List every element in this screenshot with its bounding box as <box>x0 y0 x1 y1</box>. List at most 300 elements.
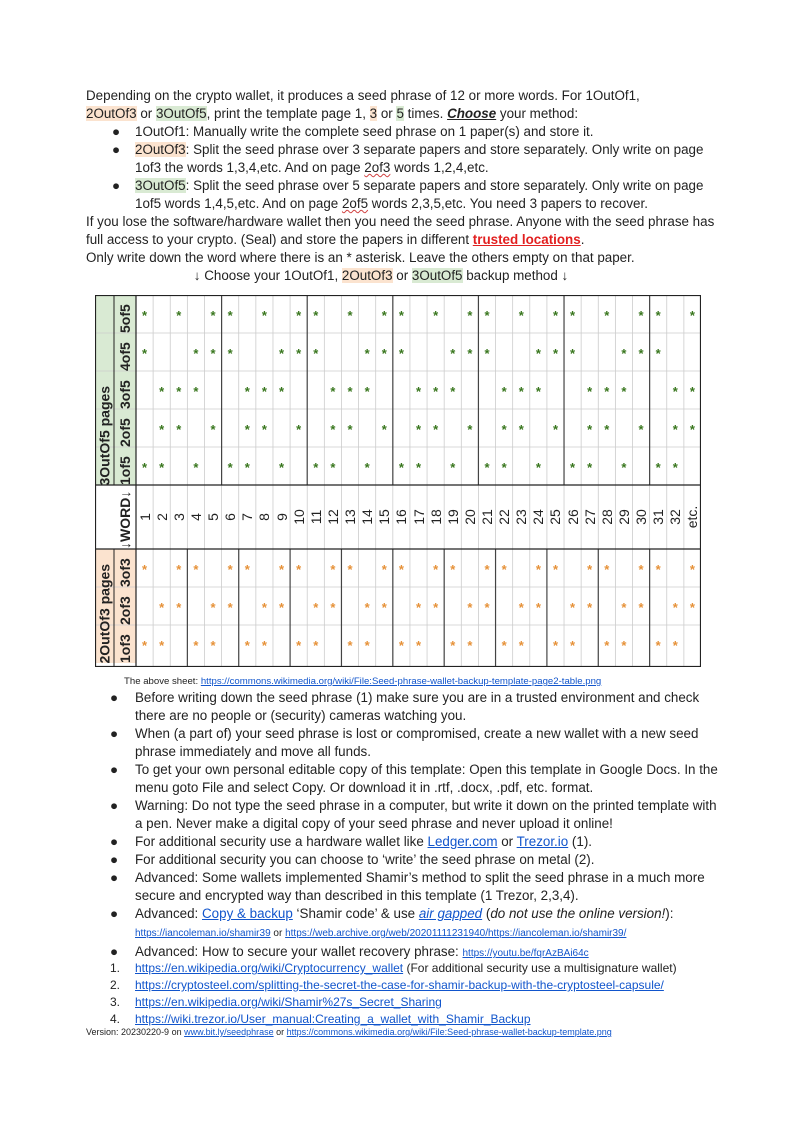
method-text: 2of5 <box>341 196 369 211</box>
star-2of3: * <box>227 600 233 615</box>
intro-text: or <box>136 106 156 121</box>
intro-text: or <box>377 106 397 121</box>
method-text: words 1,2,4,etc. <box>390 160 489 175</box>
word-number: 15 <box>376 509 393 525</box>
star-2of3: * <box>398 562 404 577</box>
note-text: For additional security you can choose to ‘write’ the seed phrase on metal (2). <box>135 852 595 867</box>
star-2of3: * <box>570 638 576 653</box>
note-text: Advanced: <box>135 906 202 921</box>
ref-number: 1. <box>110 961 121 975</box>
ref-number: 4. <box>110 1012 121 1026</box>
star-3of5: * <box>398 346 404 361</box>
group-label-2of3: 2OutOf3 pages <box>96 563 112 663</box>
ref-link[interactable]: https://en.wikipedia.org/wiki/Cryptocurrency_wallet <box>135 961 404 975</box>
highlight-3: 3 <box>369 106 378 121</box>
star-3of5: * <box>689 384 695 399</box>
method-text: 1OutOf1: Manually write the complete seed phrase on 1 paper(s) and store it. <box>135 124 594 139</box>
star-3of5: * <box>535 460 541 475</box>
star-2of3: * <box>655 562 661 577</box>
star-2of3: * <box>621 638 627 653</box>
note-text: When (a part of) your seed phrase is lost or compromised, create a new wallet with a new seed phrase immediately and move all funds. <box>135 726 699 759</box>
ref-link[interactable]: https://en.wikipedia.org/wiki/Shamir%27s_Secret_Sharing <box>135 995 442 1009</box>
star-3of5: * <box>364 384 370 399</box>
word-number: 11 <box>307 509 324 525</box>
star-3of5: * <box>467 308 473 323</box>
star-3of5: * <box>278 346 285 361</box>
seed-word-table <box>95 295 701 667</box>
star-2of3: * <box>296 562 302 577</box>
method-text: : Split the seed phrase over 5 separate papers and store separately. Only write on page 1of5 words 1,4,5,etc. And on page <box>135 178 704 211</box>
star-3of5: * <box>313 346 319 361</box>
star-2of3: * <box>433 562 439 577</box>
star-3of5: * <box>296 346 302 361</box>
star-3of5: * <box>570 346 576 361</box>
ref-link[interactable]: https://cryptosteel.com/splitting-the-secret-the-case-for-shamir-backup-with-the-cryptosteel-capsule/ <box>135 978 664 992</box>
star-2of3: * <box>193 562 199 577</box>
method-text: : Split the seed phrase over 3 separate papers and store separately. Only write on page 1of3 the words 1,3,4,etc. And on page <box>135 142 704 175</box>
word-number: 14 <box>359 509 376 525</box>
star-3of5: * <box>398 308 404 323</box>
ledger-link[interactable]: Ledger.com <box>427 834 498 849</box>
bullet-dot: ● <box>110 944 119 959</box>
word-number: 3 <box>170 513 187 521</box>
intro-text: , print the template page 1, <box>206 106 370 121</box>
note-text: do not use the online version! <box>490 906 666 921</box>
word-number: 13 <box>342 509 358 525</box>
star-3of5: * <box>364 346 370 361</box>
star-3of5: * <box>638 308 644 323</box>
row-label-2of5: 2of5 <box>117 418 133 447</box>
ref-2 <box>108 977 728 994</box>
word-number: 16 <box>393 509 410 525</box>
star-2of3: * <box>330 600 336 615</box>
star-3of5: * <box>450 346 456 361</box>
star-2of3: * <box>587 562 593 577</box>
star-3of5: * <box>638 422 644 437</box>
word-number: 7 <box>239 513 256 521</box>
caption-link[interactable]: https://commons.wikimedia.org/wiki/File:Seed-phrase-wallet-backup-template-page2-table.png <box>200 676 602 687</box>
note-text: or <box>497 834 517 849</box>
star-3of5: * <box>604 422 610 437</box>
star-2of3: * <box>552 638 558 653</box>
star-3of5: * <box>655 346 661 361</box>
star-2of3: * <box>672 600 678 615</box>
bullet-dot: ● <box>110 762 119 777</box>
youtube-link[interactable]: https://youtu.be/fqrAzBAi64c <box>462 948 589 959</box>
star-3of5: * <box>587 384 593 399</box>
star-2of3: * <box>450 638 456 653</box>
star-2of3: * <box>638 600 644 615</box>
star-3of5: * <box>587 422 593 437</box>
star-2of3: * <box>433 600 439 615</box>
star-3of5: * <box>381 308 387 323</box>
star-3of5: * <box>244 422 250 437</box>
star-3of5: * <box>689 308 695 323</box>
note-trusted-env <box>108 689 718 725</box>
star-3of5: * <box>142 460 148 475</box>
word-number: 10 <box>290 509 307 525</box>
word-number: 9 <box>273 513 290 521</box>
references-section <box>108 960 728 1028</box>
archive-link[interactable]: https://web.archive.org/web/20201111231940/https://iancoleman.io/shamir39/ <box>285 928 627 939</box>
word-number: 2 <box>153 513 170 521</box>
ref-4 <box>108 1011 728 1028</box>
star-2of3: * <box>604 562 610 577</box>
note-hardware-wallet <box>108 833 718 851</box>
row-label-1of5: 1of5 <box>117 456 133 485</box>
star-2of3: * <box>689 562 695 577</box>
note-text: (1). <box>568 834 593 849</box>
star-2of3: * <box>142 638 148 653</box>
word-header: ↓WORD↓ <box>116 490 133 549</box>
word-number: 29 <box>615 509 632 525</box>
star-3of5: * <box>518 308 524 323</box>
word-number: 25 <box>547 509 564 525</box>
star-2of3: * <box>159 600 165 615</box>
star-3of5: * <box>278 384 285 399</box>
bullet-dot: ● <box>110 906 119 921</box>
star-2of3: * <box>638 562 644 577</box>
star-2of3: * <box>501 638 507 653</box>
star-3of5: * <box>330 422 336 437</box>
notes-section <box>108 689 718 963</box>
star-2of3: * <box>415 638 422 653</box>
warning-paragraph <box>86 213 716 249</box>
star-3of5: * <box>415 422 422 437</box>
note-shamir <box>108 869 718 905</box>
star-3of5: * <box>501 460 507 475</box>
word-number: 5 <box>205 513 222 521</box>
warning-text: If you lose the software/hardware wallet then you need the seed phrase. Anyone with the seed phrase has full access to your crypto. (Seal) and store the papers in different <box>86 214 715 247</box>
star-2of3: * <box>672 638 678 653</box>
star-2of3: * <box>604 638 610 653</box>
star-3of5: * <box>552 346 558 361</box>
star-2of3: * <box>398 638 404 653</box>
commons-link[interactable]: https://commons.wikimedia.org/wiki/File:Seed-phrase-wallet-backup-template.png <box>286 1027 612 1037</box>
star-2of3: * <box>570 600 576 615</box>
highlight-2of3: 2OutOf3 <box>86 106 137 121</box>
star-2of3: * <box>278 600 285 615</box>
ref-number: 2. <box>110 978 121 992</box>
air-gapped-link[interactable]: air gapped <box>418 906 483 921</box>
word-number: 19 <box>444 509 461 525</box>
note-metal <box>108 851 718 869</box>
highlight-2of3: 2OutOf3 <box>135 142 186 157</box>
ref-note: (For additional security use a multisignature wallet) <box>403 961 677 975</box>
ref-link[interactable]: https://wiki.trezor.io/User_manual:Creating_a_wallet_with_Shamir_Backup <box>135 1012 531 1026</box>
star-3of5: * <box>210 346 216 361</box>
star-2of3: * <box>227 562 233 577</box>
star-3of5: * <box>467 346 473 361</box>
note-text: Advanced: How to secure your wallet recovery phrase: <box>135 944 463 959</box>
word-number: 31 <box>650 509 667 525</box>
method-3of5 <box>86 177 716 213</box>
bullet-dot: ● <box>110 870 119 885</box>
star-3of5: * <box>261 384 267 399</box>
star-3of5: * <box>484 460 490 475</box>
star-2of3: * <box>296 638 302 653</box>
star-2of3: * <box>347 562 353 577</box>
star-2of3: * <box>261 638 267 653</box>
bullet-dot: ● <box>112 124 121 139</box>
word-number: 1 <box>136 513 153 521</box>
star-2of3: * <box>655 638 661 653</box>
star-3of5: * <box>518 384 524 399</box>
star-2of3: * <box>159 638 165 653</box>
star-3of5: * <box>227 346 233 361</box>
choose-method-line <box>86 267 716 285</box>
row-label-3of3: 3of3 <box>117 558 133 587</box>
note-text: or <box>270 928 286 939</box>
word-number: 24 <box>530 509 547 525</box>
star-3of5: * <box>484 346 490 361</box>
star-3of5: * <box>142 346 148 361</box>
star-2of3: * <box>381 600 387 615</box>
method-list <box>86 123 716 213</box>
star-3of5: * <box>672 460 678 475</box>
star-2of3: * <box>176 600 182 615</box>
bullet-dot: ● <box>112 142 121 157</box>
word-number: 4 <box>187 513 204 521</box>
star-3of5: * <box>433 384 439 399</box>
star-3of5: * <box>638 346 644 361</box>
star-3of5: * <box>142 308 148 323</box>
star-3of5: * <box>227 308 233 323</box>
word-number: 23 <box>513 509 530 525</box>
word-number: 6 <box>222 513 239 521</box>
word-number: 12 <box>324 509 341 525</box>
star-2of3: * <box>142 562 148 577</box>
star-3of5: * <box>313 460 319 475</box>
method-text: 2of3 <box>364 160 391 175</box>
version-line <box>86 1027 612 1037</box>
star-3of5: * <box>313 308 319 323</box>
star-2of3: * <box>621 600 627 615</box>
star-3of5: * <box>621 460 627 475</box>
note-text: Warning: Do not type the seed phrase in a computer, but write it down on the printed template with a pen. Never make a digital copy of your seed phrase and never upload it online! <box>135 798 717 831</box>
star-3of5: * <box>296 422 302 437</box>
note-text: For additional security use a hardware wallet like <box>135 834 428 849</box>
star-3of5: * <box>570 308 576 323</box>
method-1of1 <box>86 123 716 141</box>
intro-text: Depending on the crypto wallet, it produces a seed phrase of 12 or more words. For 1OutOf1, <box>86 88 640 103</box>
note-warning <box>108 797 718 833</box>
star-3of5: * <box>193 346 199 361</box>
note-shamir-code <box>108 905 718 943</box>
note-text: To get your own personal editable copy of this template: Open this template in Google Docs. In the menu goto File and select Copy. Or download it in .rtf, .docx, .pdf, etc. format. <box>135 762 718 795</box>
star-3of5: * <box>655 460 661 475</box>
star-3of5: * <box>278 460 285 475</box>
intro-section <box>86 87 716 285</box>
row-label-4of5: 4of5 <box>117 342 133 371</box>
star-3of5: * <box>159 422 165 437</box>
bullet-dot: ● <box>110 834 119 849</box>
star-2of3: * <box>313 638 319 653</box>
star-2of3: * <box>176 562 182 577</box>
star-2of3: * <box>518 600 524 615</box>
intro-paragraph <box>86 87 716 123</box>
asterisk-instruction: Only write down the word where there is an * asterisk. Leave the others empty on that paper. <box>86 250 635 265</box>
star-3of5: * <box>672 422 678 437</box>
star-2of3: * <box>467 600 473 615</box>
trezor-link[interactable]: Trezor.io <box>516 834 569 849</box>
star-3of5: * <box>244 460 250 475</box>
star-2of3: * <box>313 600 319 615</box>
row-label-2of3: 2of3 <box>117 596 133 625</box>
bullet-dot: ● <box>112 178 121 193</box>
bitly-link[interactable]: www.bit.ly/seedphrase <box>184 1027 274 1037</box>
note-text: Advanced: Some wallets implemented Shamir’s method to split the seed phrase in a much more secure and encrypted way than described in this template (1 Trezor, 2,3,4). <box>135 870 705 903</box>
star-3of5: * <box>415 460 422 475</box>
word-number: 27 <box>581 509 598 525</box>
star-3of5: * <box>347 308 353 323</box>
star-3of5: * <box>501 384 507 399</box>
star-2of3: * <box>415 600 422 615</box>
caption-text: The above sheet: <box>124 676 201 687</box>
star-2of3: * <box>278 562 285 577</box>
star-3of5: * <box>570 460 576 475</box>
group-label-3of5: 3OutOf5 pages <box>96 385 112 485</box>
star-2of3: * <box>364 600 370 615</box>
word-number: 21 <box>478 509 495 525</box>
ref-3 <box>108 994 728 1011</box>
bullet-dot: ● <box>110 690 119 705</box>
star-2of3: * <box>210 638 216 653</box>
star-3of5: * <box>501 422 507 437</box>
star-3of5: * <box>296 308 302 323</box>
star-3of5: * <box>364 460 370 475</box>
choose-emphasis: Choose <box>447 106 497 121</box>
star-3of5: * <box>398 460 404 475</box>
word-number: etc. <box>684 505 701 529</box>
star-3of5: * <box>244 384 250 399</box>
star-3of5: * <box>450 384 456 399</box>
star-3of5: * <box>176 422 182 437</box>
star-3of5: * <box>347 422 353 437</box>
row-label-3of5: 3of5 <box>117 380 133 409</box>
word-number: 20 <box>461 509 478 525</box>
note-text: ‘Shamir code’ & use <box>292 906 419 921</box>
copy-backup-link[interactable]: Copy & backup <box>202 906 293 921</box>
star-2of3: * <box>261 600 267 615</box>
star-2of3: * <box>381 562 387 577</box>
star-2of3: * <box>347 638 353 653</box>
table-caption <box>124 676 601 687</box>
highlight-3of5: 3OutOf5 <box>411 268 463 283</box>
star-2of3: * <box>535 600 541 615</box>
version-text: Version: 20230220-9 on <box>86 1027 185 1037</box>
trusted-locations-text: trusted locations <box>472 232 581 247</box>
intro-text: your method: <box>496 106 579 121</box>
star-3of5: * <box>159 460 165 475</box>
bullet-dot: ● <box>110 726 119 741</box>
highlight-3of5: 3OutOf5 <box>135 178 186 193</box>
note-compromised <box>108 725 718 761</box>
row-label-1of3: 1of3 <box>117 634 133 663</box>
shamir39-link[interactable]: https://iancoleman.io/shamir39 <box>135 928 271 939</box>
choose-text: backup method ↓ <box>462 268 569 283</box>
word-number: 32 <box>667 509 684 525</box>
method-2of3 <box>86 141 716 177</box>
note-copy-template <box>108 761 718 797</box>
choose-text: or <box>392 268 412 283</box>
star-3of5: * <box>330 460 336 475</box>
word-number: 8 <box>256 513 273 521</box>
ref-1 <box>108 960 728 977</box>
ref-number: 3. <box>110 995 121 1009</box>
star-3of5: * <box>330 384 336 399</box>
star-2of3: * <box>467 638 473 653</box>
star-2of3: * <box>450 562 456 577</box>
bullet-dot: ● <box>110 798 119 813</box>
star-2of3: * <box>689 600 695 615</box>
star-2of3: * <box>518 638 524 653</box>
note-text: ): <box>665 906 674 921</box>
warning-text: . <box>580 232 585 247</box>
intro-text: times. <box>403 106 448 121</box>
star-3of5: * <box>261 308 267 323</box>
star-3of5: * <box>621 384 627 399</box>
highlight-2of3: 2OutOf3 <box>341 268 393 283</box>
word-number: 28 <box>598 509 615 525</box>
star-2of3: * <box>484 600 490 615</box>
star-2of3: * <box>501 562 507 577</box>
star-2of3: * <box>330 562 336 577</box>
star-3of5: * <box>193 460 199 475</box>
star-3of5: * <box>193 384 199 399</box>
word-number: 22 <box>496 509 513 525</box>
star-2of3: * <box>535 562 541 577</box>
star-3of5: * <box>552 422 558 437</box>
star-2of3: * <box>244 638 250 653</box>
star-3of5: * <box>467 422 473 437</box>
star-3of5: * <box>415 384 422 399</box>
highlight-5: 5 <box>396 106 404 121</box>
star-2of3: * <box>210 600 216 615</box>
star-2of3: * <box>364 638 370 653</box>
star-3of5: * <box>433 308 439 323</box>
star-3of5: * <box>261 422 267 437</box>
star-3of5: * <box>518 422 524 437</box>
word-number: 18 <box>427 509 444 525</box>
star-2of3: * <box>484 562 490 577</box>
star-3of5: * <box>655 308 661 323</box>
row-label-5of5: 5of5 <box>117 304 133 333</box>
star-3of5: * <box>381 422 387 437</box>
star-2of3: * <box>587 600 593 615</box>
bullet-dot: ● <box>110 852 119 867</box>
star-3of5: * <box>535 346 541 361</box>
word-number: 30 <box>633 509 650 525</box>
star-3of5: * <box>450 460 456 475</box>
star-3of5: * <box>604 384 610 399</box>
word-number: 26 <box>564 509 581 525</box>
star-3of5: * <box>587 460 593 475</box>
star-3of5: * <box>381 346 387 361</box>
star-3of5: * <box>176 308 182 323</box>
star-3of5: * <box>621 346 627 361</box>
star-3of5: * <box>552 308 558 323</box>
word-number: 17 <box>410 509 427 525</box>
note-text: Before writing down the seed phrase (1) make sure you are in a trusted environment and check there are no people or (security) cameras watching you. <box>135 690 700 723</box>
note-text: ( <box>482 906 491 921</box>
star-3of5: * <box>604 308 610 323</box>
star-3of5: * <box>535 384 541 399</box>
method-text: words 2,3,5,etc. You need 3 papers to recover. <box>368 196 648 211</box>
star-2of3: * <box>244 562 250 577</box>
star-3of5: * <box>176 384 182 399</box>
star-3of5: * <box>689 422 695 437</box>
